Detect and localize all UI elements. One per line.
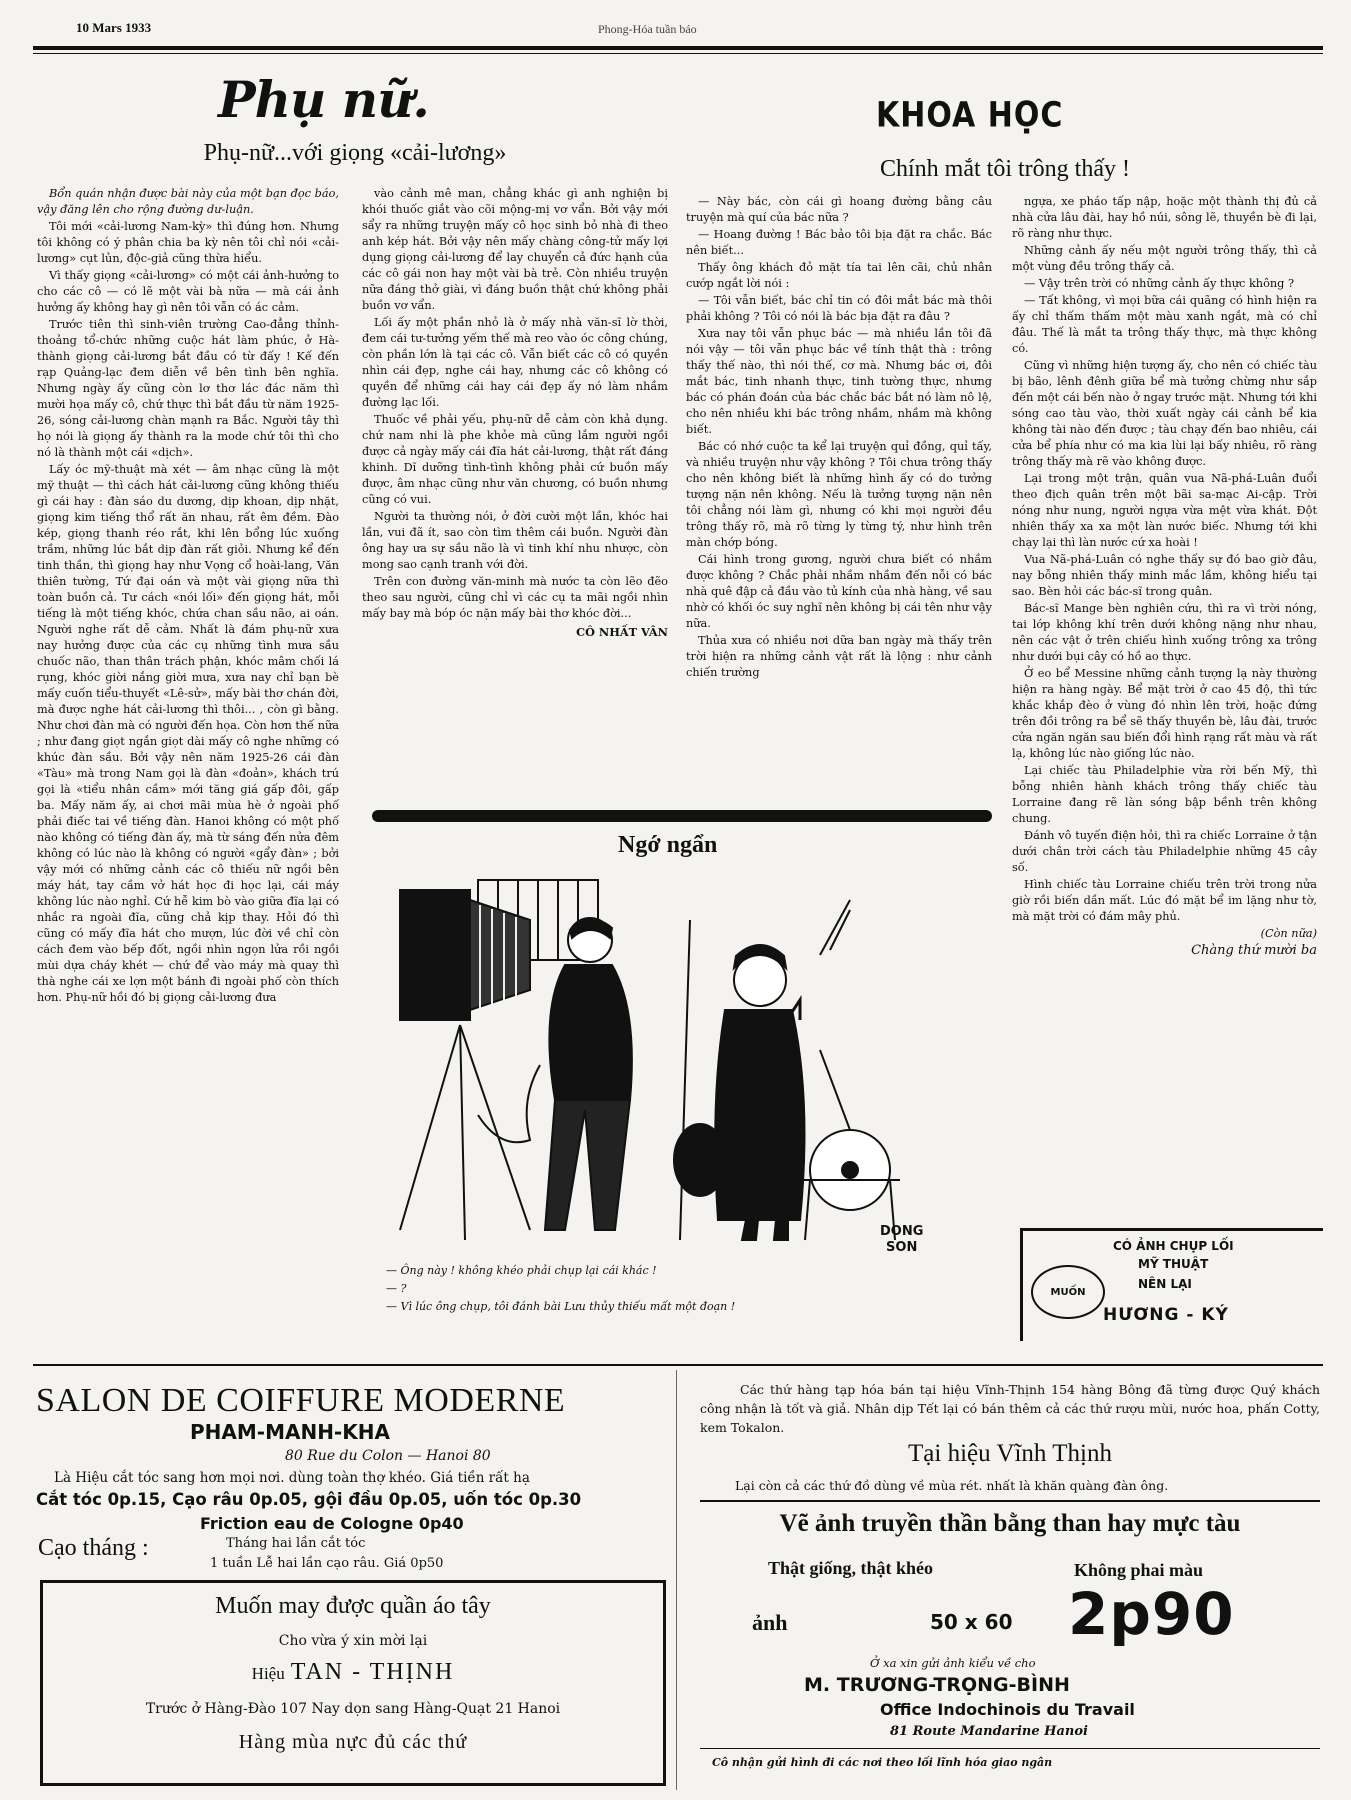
- cartoon-captions: [386, 1262, 906, 1316]
- salon-owner: PHAM-MANH-KHA: [190, 1420, 390, 1444]
- portrait-address: 81 Route Mandarine Hanoi: [890, 1724, 1088, 1739]
- portrait-headline: Vẽ ảnh truyền thần bằng than hay mực tàu: [779, 1510, 1241, 1537]
- article-title-phu-nu: Phụ-nữ...với giọng «cải-lương»: [203, 140, 507, 166]
- cartoon-top-bar: [372, 810, 992, 822]
- paragraph: — Tất không, vì mọi bữa cái quãng có hình hiện ra ấy chỉ thấm thấm một màu xanh ngắt, mà có chỉ đâu. Thế là mắt ta trông thấy thực, mà thực không có.: [1012, 294, 1317, 355]
- salon-title: SALON DE COIFFURE MODERNE: [36, 1382, 566, 1419]
- vinh-thinh-title: Tại hiệu Vĩnh Thịnh: [908, 1440, 1112, 1467]
- article-signature: CÔ NHẤT VÂN: [576, 625, 668, 639]
- portrait-office: Office Indochinois du Travail: [880, 1700, 1135, 1719]
- paragraph: Đánh vô tuyến điện hỏi, thì ra chiếc Lorraine ở tận dưới chân trời cách tàu Philadelphie những 45 cây số.: [1012, 829, 1317, 874]
- paragraph: Trước tiên thì sinh-viên trường Cao-đẳng thỉnh-thoảng tổ-chức những cuộc hát làm phúc, ở Hà-thành giọng cải-lương bắt đầu có từ đấy ! Kế đến rạp Quảng-lạc đem diễn về bên tình bên nghĩa. Nhưng ngày ấy cũng còn lơ thơ lác đác năm thì mười họa mấy cô, chứ thực thì bắt đầu từ năm 1925-26, sóng cải-lương chàn mạnh ra Bắc. Người tây thì họ nói là giọng ấy thành ra la mode chứ tôi thì cho nó là thành một cái «dịch».: [37, 318, 339, 459]
- salon-monthly-line1: Tháng hai lần cắt tóc: [226, 1536, 366, 1551]
- intro-note: Bổn quán nhận được bài này của một bạn đọc báo, vậy đăng lên cho rộng đường dư-luận.: [37, 187, 339, 216]
- paragraph: Thuốc về phải yếu, phụ-nữ dễ cảm còn khả dụng. chứ nam nhi là phe khỏe mà cũng lắm người ngồi được cả ngày mấy cái đĩa hát cải-lương, thật rất đáng khinh. Dĩ dưỡng tình-tình không phải cứ buồn mấy được, âm nhạc cũng như văn chương, có buồn nhưng cũng có vui.: [362, 413, 668, 506]
- salon-prices: Cắt tóc 0p.15, Cạo râu 0p.05, gội đầu 0p.05, uốn tóc 0p.30: [36, 1490, 582, 1509]
- salon-friction: Friction eau de Cologne 0p40: [200, 1514, 464, 1533]
- paragraph: Lại chiếc tàu Philadelphie vừa rời bến Mỹ, thì bỗng nhiên hành khách trông thấy chiếc tàu Lorraine đang rẽ làn sóng bập bềnh trên không chung.: [1012, 764, 1317, 825]
- paragraph: Bác có nhớ cuộc ta kể lại truyện quỉ đồng, quỉ tấy, và nhiều truyện như vậy không ? Tôi chưa trông thấy cho nên không biết là những hình ấy có do tưởng tượng nặn nên không. Nếu là tưởng tượng nặn nên tôi chẳng nói làm gì, nhưng có khi mọi người đều trông thấy rõ, mà rõ từng ly từng tý, như hình trên màn chớp bóng.: [686, 440, 992, 549]
- portrait-rule: [700, 1748, 1320, 1749]
- article-column-1: [37, 186, 339, 1326]
- paragraph: Những cảnh ấy nếu một người trông thấy, thì cả một vùng đều trông thấy cả.: [1012, 244, 1317, 273]
- article-column-2: [362, 186, 668, 786]
- portrait-footer: Cô nhận gửi hình đi các nơi theo lối lĩnh hóa giao ngân: [712, 1756, 1053, 1769]
- paragraph: — Hoang đường ! Bác bảo tôi bịa đặt ra chắc. Bác nên biết...: [686, 228, 992, 257]
- paragraph: Thủa xưa có nhiều nơi dữa ban ngày mà thấy trên trời hiện ra những cảnh vật rất là lộng : như cảnh chiến trường: [686, 634, 992, 679]
- huong-ky-ad: [1020, 1228, 1323, 1341]
- cartoon-illustration: [380, 860, 980, 1260]
- paragraph: Ở eo bể Messine những cảnh tượng lạ này thường hiện ra hàng ngày. Bể mặt trời ở cao 45 độ, thì tức khắc khắp đèo ở vùng đó nhìn lên trời, hoặc đứng trên đồi trông ra bể sẽ thấy thuyền bè, lâu đài, trước cửa ngăn ngăn sau biến đổi hình rạng rất màu và rất lạ, không lúc nào giống lúc nào.: [1012, 667, 1317, 760]
- continued-note: (Còn nữa): [1260, 927, 1317, 940]
- paragraph: Xưa nay tôi vẫn phục bác — mà nhiều lần tôi đã nói vậy — tôi vẫn phục bác về tính thật thà : trông thấy thế nào, thì nói thế, cơ mà. Nhưng bác ơi, đôi mắt bác, tinh nhanh thực, tinh tường thực, nhưng bác có phán đoán của bác chắc bác bắt nó làm nô lệ, cho nên nhiều khi bác trông nhầm, nhầm mà không biết.: [686, 327, 992, 436]
- ad-divider: [33, 1364, 1323, 1366]
- section-masthead-phu-nu: Phụ nữ.: [218, 70, 429, 129]
- paragraph: — Vậy trên trời có những cảnh ấy thực không ?: [1024, 277, 1295, 290]
- article-column-3: [686, 194, 992, 794]
- paragraph: Vua Nã-phá-Luân có nghe thấy sự đó bao giờ đâu, nay bỗng nhiên thấy minh mắc lầm, không hiểu tại sao. Bèn hỏi các bác-sĩ trong quân.: [1012, 553, 1317, 598]
- tan-thinh-headline: Muốn may được quần áo tây: [215, 1593, 491, 1619]
- paragraph: Thấy ông khách đỏ mặt tía tai lên cãi, chủ nhân cướp ngắt lời nói :: [686, 261, 992, 290]
- portrait-price: 2p90: [1068, 1580, 1235, 1648]
- paragraph: Lại trong một trận, quân vua Nã-phá-Luân đuổi theo địch quân trên một bãi sa-mạc Ai-cập. Trời nóng như nung, người ngựa vừa mệt vừa khát. Đột nhiên thấy xa xa một làn nước biếc. Nhưng tới khi chạy lại thì làn nước cứ xa hoài !: [1012, 472, 1317, 549]
- section-masthead-khoa-hoc: KHOA HỌC: [876, 95, 1064, 136]
- salon-monthly-label: Cạo tháng :: [38, 1535, 149, 1561]
- paragraph: Lối ấy một phần nhỏ là ở mấy nhà văn-sĩ lờ thời, đem cái tư-tưởng yếm thế mà reo vào óc công chúng, còn phần lớn là tại các cô. Vẫn biết các cô có quyền nhìn cái đẹp, nghe cái hay, nhưng các cô không có quyền để những cái hay cái đẹp ấy nó làm nhầm đường lạc lối.: [362, 316, 668, 409]
- paragraph: Bác-sĩ Mange bèn nghiên cứu, thì ra vì trời nóng, tai lớp không khí trên dưới không nặng như nhau, nên các vật ở trên chiếu hình xuống trông xa trông như dưới bụi cây có hồ ao thực.: [1012, 602, 1317, 663]
- portrait-right-tag: Không phai màu: [1074, 1560, 1204, 1580]
- huong-ky-line3: NÊN LẠI: [1138, 1277, 1192, 1291]
- header-rule: [33, 46, 1323, 50]
- paragraph: Tôi mới «cải-lương Nam-kỳ» thì đúng hơn. Nhưng tôi không có ý phân chia ba kỳ nên tôi chỉ nói «cải-lương» cụt lủn, độc-giả cũng thừa hiểu.: [37, 220, 339, 265]
- cartoon-title: Ngớ ngẩn: [618, 832, 718, 858]
- article-column-4: [1012, 194, 1317, 1148]
- huong-ky-line2: MỸ THUẬT: [1138, 1257, 1209, 1271]
- portrait-name: M. TRƯƠNG-TRỌNG-BÌNH: [804, 1674, 1070, 1696]
- vinh-thinh-text: Các thứ hàng tạp hóa bán tại hiệu Vĩnh-Thịnh 154 hàng Bông đã từng được Quý khách công nhận là tốt và giả. Nhân dịp Tết lại có bán thêm cả các thứ rượu mùi, nước hoa, phấn Cotty, kem Tokalon.: [700, 1382, 1320, 1435]
- paragraph: Người ta thường nói, ở đời cười một lần, khóc hai lần, vui đã ít, sao còn tìm thêm cái buồn. Người đàn ông hay ưa sự sầu não là vì tinh khí nhu nhược, còn mong sao cạnh tranh với đời.: [362, 510, 668, 571]
- article-title-khoa-hoc: Chính mắt tôi trông thấy !: [880, 156, 1130, 182]
- vinh-thinh-rule: [700, 1500, 1320, 1502]
- ad-column-divider: [676, 1370, 677, 1790]
- paragraph: Cái hình trong gương, người chưa biết có nhầm được không ? Chắc phải nhầm nhầm đến nỗi có bác nhà quê đập cả đầu vào tủ kính của nhà hàng, về sau nhờ có khối óc suy nghĩ nên không bị cái tên như vậy nữa.: [686, 553, 992, 630]
- salon-monthly-line2: 1 tuần Lễ hai lần cạo râu. Giá 0p50: [210, 1556, 444, 1571]
- tan-thinh-shop: Hiệu TAN - THỊNH: [251, 1659, 455, 1685]
- huong-ky-oval: MUỐN: [1031, 1265, 1105, 1319]
- portrait-left-tag: Thật giống, thật khéo: [768, 1558, 934, 1578]
- portrait-size: 50 x 60: [930, 1610, 1013, 1634]
- salon-address: 80 Rue du Colon — Hanoi 80: [285, 1448, 491, 1464]
- huong-ky-line1: CÓ ẢNH CHỤP LỐI: [1113, 1239, 1234, 1253]
- paper-name: Phong-Hóa tuần báo: [598, 22, 697, 36]
- paragraph: — Tôi vẫn biết, bác chỉ tin có đôi mắt bác mà thôi phải không ? Tôi có nói là bác bịa đặt ra đâu ?: [686, 294, 992, 323]
- tan-thinh-footer: Hàng mùa nực đủ các thứ: [238, 1731, 468, 1753]
- caption-line: — Ông này ! không khéo phải chụp lại cái khác !: [386, 1264, 657, 1277]
- paragraph: Vì thấy giọng «cải-lương» có một cái ảnh-hưởng to cho các cô — có lẽ một vài bà nữa — mà cái ảnh hưởng ấy không hay gì nên tôi vẫn có ác cảm.: [37, 269, 339, 314]
- paragraph: Cũng vì những hiện tượng ấy, cho nên có chiếc tàu bị bão, lênh đênh giữa bể mà tưởng chừng như sắp đến một cái bến nào ở ngay trước mặt. Nhưng tới khi sóng cao tàu vào, thời xuất ngày cái cảnh bể kia không tài nào đến được ; tàu chạy đến bao nhiêu, cái cửa bể phía như có ma kia lùi lại bấy nhiêu, rõ ràng trông thấy mà rẽ vào không được.: [1012, 359, 1317, 468]
- huong-ky-name: HƯƠNG - KÝ: [1103, 1305, 1229, 1325]
- portrait-size-label: ảnh: [752, 1610, 788, 1635]
- caption-line: — ?: [386, 1282, 407, 1295]
- vinh-thinh-footer: Lại còn cả các thứ đồ dùng về mùa rét. nhất là khăn quàng đàn ông.: [735, 1478, 1169, 1493]
- header-rule-thin: [33, 53, 1323, 54]
- tan-thinh-address: Trước ở Hàng-Đào 107 Nay dọn sang Hàng-Quạt 21 Hanoi: [145, 1701, 561, 1717]
- paragraph: ngựa, xe pháo tấp nập, hoặc một thành thị đủ cả nhà cửa lâu đài, hay hồ núi, sông lẽ, thuyền bè đi lại, rõ ràng như thực.: [1012, 195, 1317, 240]
- paragraph: Lấy óc mỹ-thuật mà xét — âm nhạc cũng là một mỹ thuật — thì cách hát cải-lương cũng không thiếu gì cái hay : đàn sáo du dương, dịp khoan, dịp nhặt, giọng kim tiếng thổ rất ăn nhau, rất êm đềm. Đào kép, giọng thanh réo rắt, khi lên bổng lúc xuống trầm, những lúc bắt dịp đàn rất giỏi. Nhưng kể đến tinh thần, thì giọng hay như Vọng cổ hoài-lang, Văn thiên tường, Tứ đại oán và một vài giọng nữa thì toàn buồn cả. Tư cách «nói lối» đến giọng hát, mỗi tiếng là một tiếng khóc, chứa chan sầu não, ai oán. Người nghe rất dễ cảm. Nhất là đám phụ-nữ xưa nay hưởng được của các cụ những tình mưa sầu chuốc não, than thân trách phận, khóc mâm chối lá rụng, khóc giời nắng giời mưa, xưa nay chỉ bạn bè mấy cuốn tiểu-thuyết «Lê-sử», mấy bài thơ chán đời, mà được nghe hát cải-lương thì thôi... , còn gì bằng. Như chơi đàn mà có người đến họa. Còn hơn thế nữa ; như đang giọt ngắn giọt dài mấy cô nghe những có khúc đàn sầu. Bởi vậy nên năm 1925-26 cái đàn «Tàu» mà trong Nam gọi là đàn «đoản», khách trú gọi là «tiểu nhân cầm» mới tăng giá gấp đôi, gấp ba. Mấy năm ấy, ai chơi mãi mùa hè ở ngoài phố phải điếc tai về tiếng đàn. Hanoi không có một phố nào không có tiếng đàn ấy, mà từ sáng đến nửa đêm không có lúc nào là không có người «gẩy đàn» ; bởi vậy mới có những cảnh các cô thiếu nữ ngồi bên máy hát, tay cầm vở hát học đi học lại, cái máy không lúc nào nghỉ. Cứ hễ kim bò vào giữa đĩa lại có nhắc ra ngoài đĩa, cũng chả kịp thay. Hỏi đó thì cũng có mấy đĩa hát cho mượn, lúc đời về chỉ còn cách đem vào bếp đốt, ngồi nhìn ngọn lửa rồi ngồi mùi dựa cháy khét — chứ để vào máy mà quay thì thà nghe cái xe lợn một bánh đi ngoài phố còn thích hơn. Phụ-nữ hồi đó bị giọng cải-lương đưa: [37, 463, 339, 1004]
- paragraph: vào cảnh mê man, chẳng khác gì anh nghiện bị khói thuốc giắt vào cõi mộng-mị vơ vẩn. Bởi vậy mới sẩy ra những truyện mấy cô học sinh bỏ nhà đi theo anh kép hát. Bởi vậy nên mấy chàng công-tử mấy lợi dụng giọng cải-lương để lay chuyển cả đức hạnh của các cô gái non hay một vài bà trẻ. Còn nhiều truyện nữa đáng thở giài, vì đáng buồn thật chứ không phải buồn vơ vẩn.: [362, 187, 668, 312]
- issue-date: 10 Mars 1933: [76, 20, 152, 35]
- portrait-note: Ở xa xin gửi ảnh kiểu về cho: [870, 1656, 1036, 1670]
- cartoonist-signature: DONG SON: [880, 1224, 924, 1255]
- salon-description: Là Hiệu cắt tóc sang hơn mọi nơi. dùng toàn thợ khéo. Giá tiền rất hạ: [54, 1470, 530, 1486]
- tan-thinh-ad: [40, 1580, 666, 1786]
- paragraph: Trên con đường văn-minh mà nước ta còn lẽo đẽo theo sau người, cũng chỉ vì các cụ ta mãi ngồi nhìn mấy bay mà bóp óc nặn mấy bài thơ khóc đời...: [362, 575, 668, 620]
- paragraph: Hình chiếc tàu Lorraine chiếu trên trời trong nửa giờ rồi biến dần mất. Lúc đó mặt bể im lặng như tờ, mà mặt trời có đám mây phủ.: [1012, 878, 1317, 923]
- caption-line: — Vì lúc ông chụp, tôi đánh bài Lưu thủy thiếu mất một đoạn !: [386, 1300, 736, 1313]
- article-author: Chàng thứ mười ba: [1191, 943, 1317, 958]
- paragraph: — Này bác, còn cái gì hoang đường bằng câu truyện mà quí của bác nữa ?: [686, 195, 992, 224]
- tan-thinh-line1: Cho vừa ý xin mời lại: [278, 1633, 428, 1649]
